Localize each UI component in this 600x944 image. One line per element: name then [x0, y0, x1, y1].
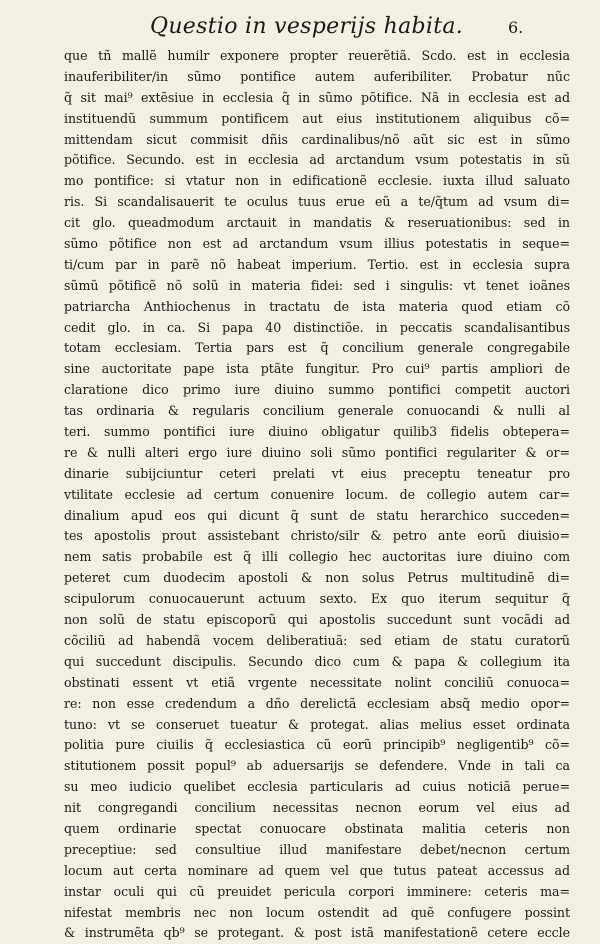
text-line: mittendam sicut commisit dñis cardinalibus/nõ aũt sic est in sũmo — [64, 131, 570, 147]
text-line: claratione dico primo iure diuino summo pontifici competit auctori — [64, 382, 570, 398]
page-title: Questio in vesperijs habita. — [150, 14, 464, 39]
text-line: nit congregandi concilium necessitas necnon eorum vel eius ad — [64, 800, 570, 816]
text-line: nifestat membris nec non locum ostendit ad quẽ confugere possint — [64, 904, 570, 920]
text-line: vtilitate ecclesie ad certum conuenire locum. de collegio autem car= — [64, 486, 570, 502]
text-line: cedit glo. in ca. Si papa 40 distinctiõe. in peccatis scandalisantibus — [64, 319, 570, 335]
text-line: teri. summo pontifici iure diuino obligatur quilib3 fidelis obtepera= — [64, 424, 570, 440]
body-text — [64, 46, 570, 944]
text-line: & instrumẽta qb⁹ se protegant. & post istã manifestationẽ cetere eccle — [64, 925, 570, 941]
text-line: non solũ de statu episcoporũ qui apostolis succedunt sunt vocãdi ad — [64, 612, 570, 628]
text-line: quem ordinarie spectat conuocare obstinata malitia ceteris non — [64, 820, 570, 836]
text-line: cit glo. queadmodum arctauit in mandatis & reseruationibus: sed in — [64, 215, 570, 231]
text-line: su meo iudicio quelibet ecclesia particularis ad cuius noticiã perue= — [64, 779, 570, 795]
text-line: instituendũ summum pontificem aut eius institutionem aliquibus cõ= — [64, 110, 570, 126]
text-line: qui succedunt discipulis. Secundo dico cum & papa & collegium ita — [64, 653, 570, 669]
text-line: re: non esse credendum a dño derelictã ecclesiam absq̃ medio opor= — [64, 695, 570, 711]
text-line: nem satis probabile est q̃ illi collegio hec auctoritas iure diuino com — [64, 549, 570, 565]
text-line: patriarcha Anthiochenus in tractatu de ista materia quod etiam cõ — [64, 298, 570, 314]
text-line: dinarie subijciuntur ceteri prelati vt eius preceptu teneatur pro — [64, 465, 570, 481]
text-line: sine auctoritate pape ista ptãte fungitur. Pro cui⁹ partis ampliori de — [64, 361, 570, 377]
text-line: peteret cum duodecim apostoli & non solus Petrus multitudinẽ di= — [64, 570, 570, 586]
text-line: ti/cum par in parẽ nõ habeat imperium. Tertio. est in ecclesia supra — [64, 256, 570, 272]
text-line: dinalium apud eos qui dicunt q̃ sunt de statu herarchico succeden= — [64, 507, 570, 523]
text-line: totam ecclesiam. Tertia pars est q̃ concilium generale congregabile — [64, 340, 570, 356]
text-line: re & nulli alteri ergo iure diuino soli sũmo pontifici regulariter & or= — [64, 444, 570, 460]
text-line: tuno: vt se conseruet tueatur & protegat. alias melius esset ordinata — [64, 716, 570, 732]
text-line: inauferibiliter/in sũmo pontifice autem auferibiliter. Probatur nũc — [64, 68, 570, 84]
text-line: instar oculi qui cũ preuidet pericula corpori imminere: ceteris ma= — [64, 883, 570, 899]
text-line: cõciliũ ad habendã vocem deliberatiuã: sed etiam de statu curatorũ — [64, 632, 570, 648]
text-line: stitutionem possit popul⁹ ab aduersarijs se defendere. Vnde in tali ca — [64, 758, 570, 774]
text-line: mo pontifice: si vtatur non in edificationẽ ecclesie. iuxta illud saluato — [64, 173, 570, 189]
running-header — [0, 14, 600, 44]
folio-number: 6. — [508, 18, 524, 37]
text-line: q̃ sit mai⁹ extẽsiue in ecclesia q̃ in sũmo põtifice. Nã in ecclesia est ad — [64, 89, 570, 105]
text-line: scipulorum conuocauerunt actuum sexto. Ex quo iterum sequitur q̃ — [64, 591, 570, 607]
text-line: obstinati essent vt etiã vrgente necessitate nolint conciliũ conuoca= — [64, 674, 570, 690]
text-line: que tñ mallẽ humilr exponere propter reuerẽtiã. Scdo. est in ecclesia — [64, 48, 570, 63]
text-line: sũmo põtifice non est ad arctandum vsum illius potestatis in seque= — [64, 236, 570, 252]
text-line: locum aut certa nominare ad quem vel que tutus pateat accessus ad — [64, 862, 570, 878]
text-line: tes apostolis prout assistebant christo/silr & petro ante eorũ diuisio= — [64, 528, 570, 544]
text-line: ris. Si scandalisauerit te oculus tuus erue eũ a te/q̃tum ad vsum di= — [64, 194, 570, 210]
text-line: põtifice. Secundo. est in ecclesia ad arctandum vsum potestatis in sũ — [64, 152, 570, 168]
text-line: sũmũ põtificẽ nõ solũ in materia fidei: sed i singulis: vt tenet ioãnes — [64, 277, 570, 293]
text-line: tas ordinaria & regularis concilium generale conuocandi & nulli al — [64, 403, 570, 419]
text-line: preceptiue: sed consultiue illud manifestare debet/necnon certum — [64, 841, 570, 857]
text-line: politia pure ciuilis q̃ ecclesiastica cũ eorũ principib⁹ negligentib⁹ cõ= — [64, 737, 570, 753]
